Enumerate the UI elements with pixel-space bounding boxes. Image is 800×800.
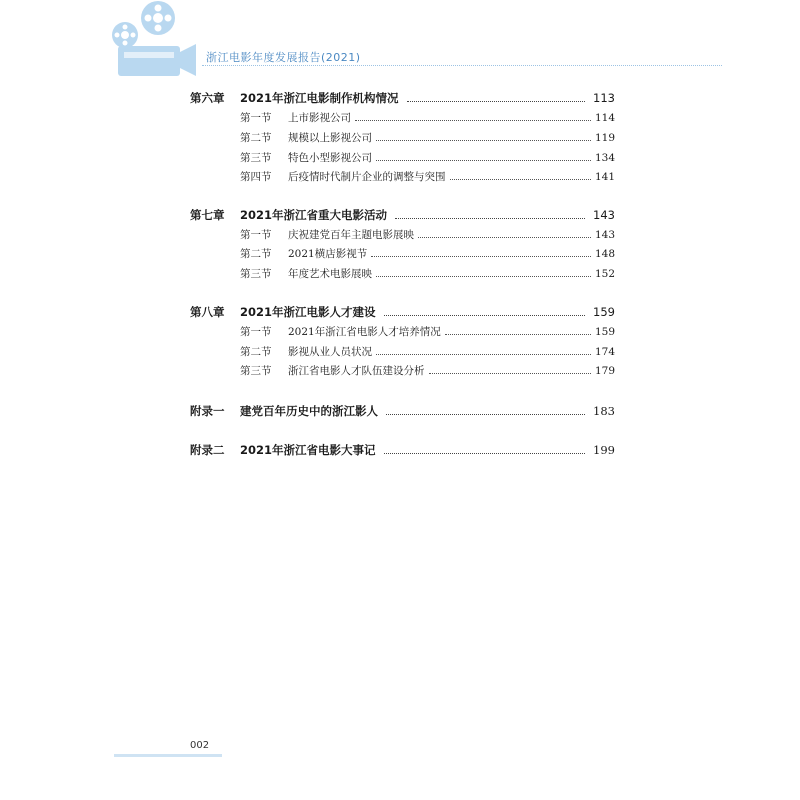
section-number: 第三节 (240, 268, 272, 280)
section-number: 第四节 (240, 171, 272, 183)
toc-section-entry (240, 361, 615, 380)
chapter-title: 2021年浙江省重大电影活动 (240, 208, 388, 222)
dot-leader (418, 237, 591, 238)
dot-leader (429, 373, 591, 374)
dot-leader (376, 160, 591, 161)
section-page-number: 143 (594, 228, 615, 241)
chapter-title: 建党百年历史中的浙江影人 (240, 404, 378, 418)
section-page-number: 148 (594, 247, 615, 260)
section-number: 第一节 (240, 326, 272, 338)
toc-section-entry (240, 148, 615, 167)
dot-leader (355, 120, 591, 121)
dot-leader (371, 256, 591, 257)
toc-section-entry (240, 264, 615, 283)
dot-leader (384, 315, 586, 316)
chapter-page-number: 199 (593, 443, 615, 457)
section-title: 上市影视公司 (288, 112, 351, 124)
dot-leader (386, 414, 585, 415)
toc-chapter-entry (190, 205, 615, 225)
film-projector-icon (110, 0, 200, 80)
section-page-number: 179 (594, 364, 615, 377)
chapter-page-number: 159 (593, 305, 615, 319)
chapter-title: 2021年浙江省电影大事记 (240, 443, 376, 457)
chapter-number: 附录二 (190, 443, 225, 457)
toc-section-entry (240, 225, 615, 244)
toc-appendix-entry (190, 440, 615, 460)
dot-leader (445, 334, 591, 335)
section-page-number: 174 (594, 345, 615, 358)
chapter-title: 2021年浙江电影制作机构情况 (240, 91, 399, 105)
section-title: 特色小型影视公司 (288, 152, 372, 164)
section-number: 第三节 (240, 152, 272, 164)
section-page-number: 141 (594, 170, 615, 183)
chapter-number: 第七章 (190, 208, 225, 222)
section-number: 第一节 (240, 112, 272, 124)
toc-section-entry (240, 342, 615, 361)
section-page-number: 134 (594, 151, 615, 164)
page-number: 002 (190, 740, 210, 751)
section-title: 后疫情时代制片企业的调整与突围 (288, 171, 446, 183)
section-title: 浙江省电影人才队伍建设分析 (288, 365, 425, 377)
dot-leader (407, 101, 586, 102)
toc-chapter-entry (190, 88, 615, 108)
chapter-number: 附录一 (190, 404, 225, 418)
toc-section-entry (240, 322, 615, 341)
dot-leader (450, 179, 591, 180)
section-title: 庆祝建党百年主题电影展映 (288, 229, 414, 241)
toc-appendix-entry (190, 401, 615, 421)
chapter-title: 2021年浙江电影人才建设 (240, 305, 376, 319)
running-header-title: 浙江电影年度发展报告(2021) (206, 51, 361, 64)
toc-section-entry (240, 108, 615, 127)
section-title: 规模以上影视公司 (288, 132, 372, 144)
header-divider (202, 65, 722, 66)
toc-chapter-entry (190, 302, 615, 322)
dot-leader (376, 140, 591, 141)
section-title: 2021横店影视节 (288, 248, 368, 260)
chapter-number: 第六章 (190, 91, 225, 105)
section-number: 第二节 (240, 248, 272, 260)
section-number: 第二节 (240, 132, 272, 144)
section-number: 第二节 (240, 346, 272, 358)
section-title: 2021年浙江省电影人才培养情况 (288, 326, 441, 338)
chapter-page-number: 183 (593, 404, 615, 418)
toc-section-entry (240, 128, 615, 147)
dot-leader (376, 276, 591, 277)
section-page-number: 159 (594, 325, 615, 338)
chapter-number: 第八章 (190, 305, 225, 319)
chapter-page-number: 113 (593, 91, 615, 105)
toc-section-entry (240, 167, 615, 186)
toc-section-entry (240, 244, 615, 263)
section-number: 第一节 (240, 229, 272, 241)
running-header (110, 0, 610, 80)
section-title: 影视从业人员状况 (288, 346, 372, 358)
chapter-page-number: 143 (593, 208, 615, 222)
dot-leader (384, 453, 586, 454)
section-page-number: 152 (594, 267, 615, 280)
dot-leader (376, 354, 591, 355)
section-number: 第三节 (240, 365, 272, 377)
footer-accent-bar (114, 754, 222, 757)
dot-leader (395, 218, 585, 219)
section-page-number: 114 (594, 111, 615, 124)
section-page-number: 119 (594, 131, 615, 144)
section-title: 年度艺术电影展映 (288, 268, 372, 280)
